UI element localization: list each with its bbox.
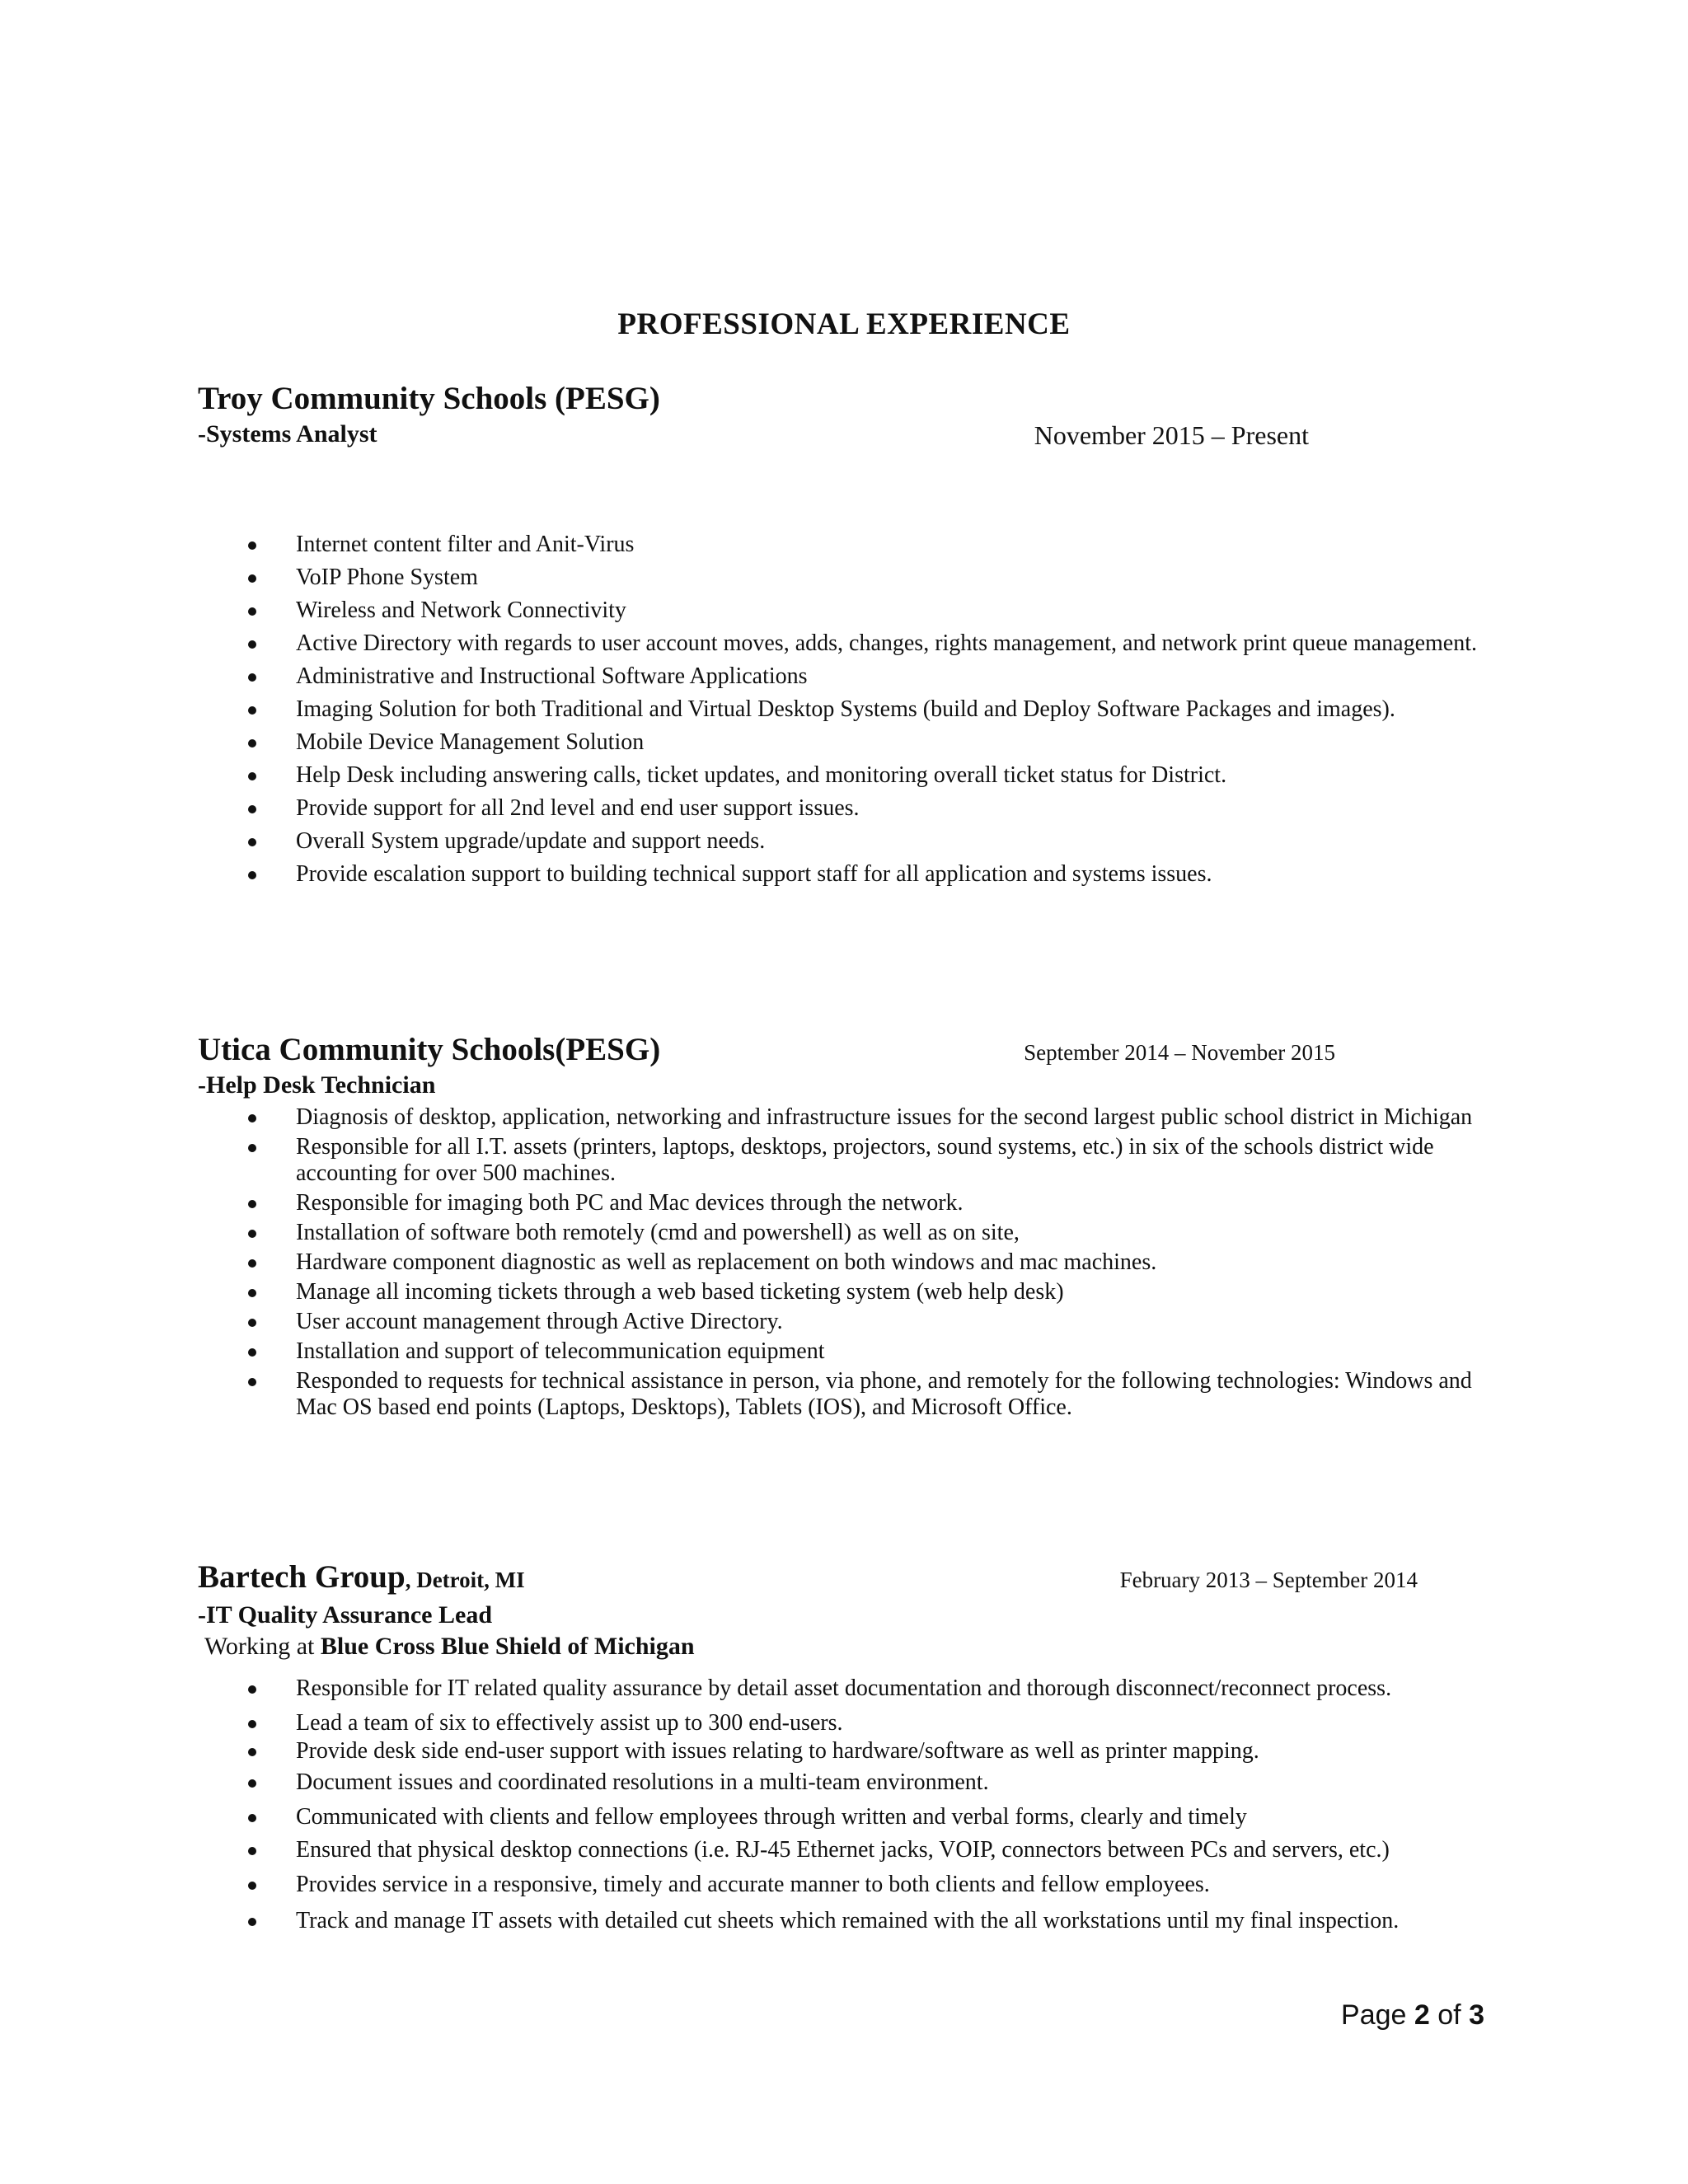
bullet-icon — [248, 1259, 256, 1268]
list-item: Provide escalation support to building technical support staff for all application and systems issues. — [198, 861, 1500, 888]
list-item: Mobile Device Management Solution — [198, 729, 1500, 756]
list-item: VoIP Phone System — [198, 565, 1500, 591]
list-item: Diagnosis of desktop, application, networking and infrastructure issues for the second largest public school district in Michigan — [198, 1104, 1500, 1131]
bullet-icon — [248, 1748, 256, 1756]
list-item: Manage all incoming tickets through a web based ticketing system (web help desk) — [198, 1279, 1500, 1305]
list-item: Responded to requests for technical assistance in person, via phone, and remotely for the following technologies: Windows and Mac OS based end points (Laptops, Desktops), Tablets (IOS), and Microsoft Office. — [198, 1368, 1500, 1421]
list-item: Hardware component diagnostic as well as replacement on both windows and mac machines. — [198, 1249, 1500, 1276]
bullet-icon — [248, 1114, 256, 1122]
bullet-icon — [248, 805, 256, 813]
list-item: Lead a team of six to effectively assist up to 300 end-users. — [198, 1710, 1500, 1736]
bullet-icon — [248, 1779, 256, 1788]
job-bullets-troy — [198, 532, 1500, 888]
bullet-icon — [248, 1918, 256, 1926]
bullet-icon — [248, 706, 256, 715]
bullet-icon — [248, 607, 256, 616]
list-item: Responsible for imaging both PC and Mac devices through the network. — [198, 1190, 1500, 1216]
bullet-icon — [248, 1720, 256, 1728]
list-item: Internet content filter and Anit-Virus — [198, 532, 1500, 558]
list-item: Communicated with clients and fellow employees through written and verbal forms, clearly and timely — [198, 1804, 1500, 1830]
list-item: Track and manage IT assets with detailed cut sheets which remained with the all workstations until my final inspection. — [198, 1908, 1500, 1934]
bullet-icon — [248, 1200, 256, 1208]
list-item: User account management through Active Directory. — [198, 1309, 1500, 1335]
bullet-icon — [248, 838, 256, 846]
company-name: Bartech Group, Detroit, MI — [198, 1559, 525, 1595]
company-name: Utica Community Schools(PESG) — [198, 1032, 661, 1067]
section-heading: PROFESSIONAL EXPERIENCE — [617, 307, 1071, 341]
bullet-icon — [248, 1230, 256, 1238]
job-role: -IT Quality Assurance Lead — [198, 1601, 492, 1629]
list-item: Active Directory with regards to user account moves, adds, changes, rights management, and network print queue management. — [198, 630, 1500, 657]
job-entry-bartech — [198, 1558, 1500, 1662]
job-dates: February 2013 – September 2014 — [1119, 1568, 1418, 1592]
bullet-icon — [248, 1319, 256, 1327]
list-item: Provide desk side end-user support with issues relating to hardware/software as well as printer mapping. — [198, 1738, 1500, 1765]
list-item: Imaging Solution for both Traditional and Virtual Desktop Systems (build and Deploy Software Packages and images). — [198, 696, 1500, 723]
job-dates: November 2015 – Present — [1034, 420, 1309, 450]
bullet-icon — [248, 1847, 256, 1855]
bullet-icon — [248, 1378, 256, 1386]
list-item: Installation of software both remotely (cmd and powershell) as well as on site, — [198, 1220, 1500, 1246]
job-dates: September 2014 – November 2015 — [1024, 1040, 1335, 1065]
bullet-icon — [248, 772, 256, 780]
list-item: Ensured that physical desktop connections (i.e. RJ-45 Ethernet jacks, VOIP, connectors between PCs and servers, etc.) — [198, 1837, 1500, 1863]
company-location: , Detroit, MI — [405, 1568, 525, 1592]
list-item: Responsible for IT related quality assurance by detail asset documentation and thorough disconnect/reconnect process. — [198, 1675, 1500, 1702]
list-item: Responsible for all I.T. assets (printers, laptops, desktops, projectors, sound systems, etc.) in six of the schools district wide accounting for over 500 machines. — [198, 1134, 1500, 1187]
job-role: -Systems Analyst — [198, 420, 377, 448]
bullet-icon — [248, 1348, 256, 1357]
list-item: Provides service in a responsive, timely and accurate manner to both clients and fellow employees. — [198, 1872, 1500, 1898]
bullet-icon — [248, 1144, 256, 1152]
list-item: Document issues and coordinated resolutions in a multi-team environment. — [198, 1769, 1500, 1796]
bullet-icon — [248, 1289, 256, 1297]
list-item: Overall System upgrade/update and support needs. — [198, 828, 1500, 855]
page-total: 3 — [1469, 1999, 1484, 2031]
list-item: Provide support for all 2nd level and end user support issues. — [198, 795, 1500, 822]
bullet-icon — [248, 739, 256, 748]
list-item: Help Desk including answering calls, ticket updates, and monitoring overall ticket status for District. — [198, 762, 1500, 789]
client-line: Working at Blue Cross Blue Shield of Michigan — [204, 1633, 695, 1660]
client-name: Blue Cross Blue Shield of Michigan — [320, 1633, 695, 1660]
bullet-icon — [248, 1882, 256, 1890]
list-item: Wireless and Network Connectivity — [198, 598, 1500, 624]
page-number: 2 — [1414, 1999, 1430, 2031]
bullet-icon — [248, 541, 256, 550]
list-item: Administrative and Instructional Software Applications — [198, 663, 1500, 690]
company-name: Troy Community Schools (PESG) — [198, 381, 660, 416]
page-footer: Page 2 of 3 — [1341, 1999, 1484, 2031]
bullet-icon — [248, 574, 256, 583]
bullet-icon — [248, 1685, 256, 1694]
bullet-icon — [248, 871, 256, 879]
list-item: Installation and support of telecommunication equipment — [198, 1338, 1500, 1365]
bullet-icon — [248, 1814, 256, 1822]
job-entry-utica — [198, 1030, 1500, 1101]
job-bullets-utica — [198, 1104, 1500, 1421]
job-role: -Help Desk Technician — [198, 1071, 436, 1099]
job-bullets-bartech — [198, 1675, 1500, 1934]
bullet-icon — [248, 640, 256, 649]
job-entry-troy — [198, 379, 1500, 450]
bullet-icon — [248, 673, 256, 682]
